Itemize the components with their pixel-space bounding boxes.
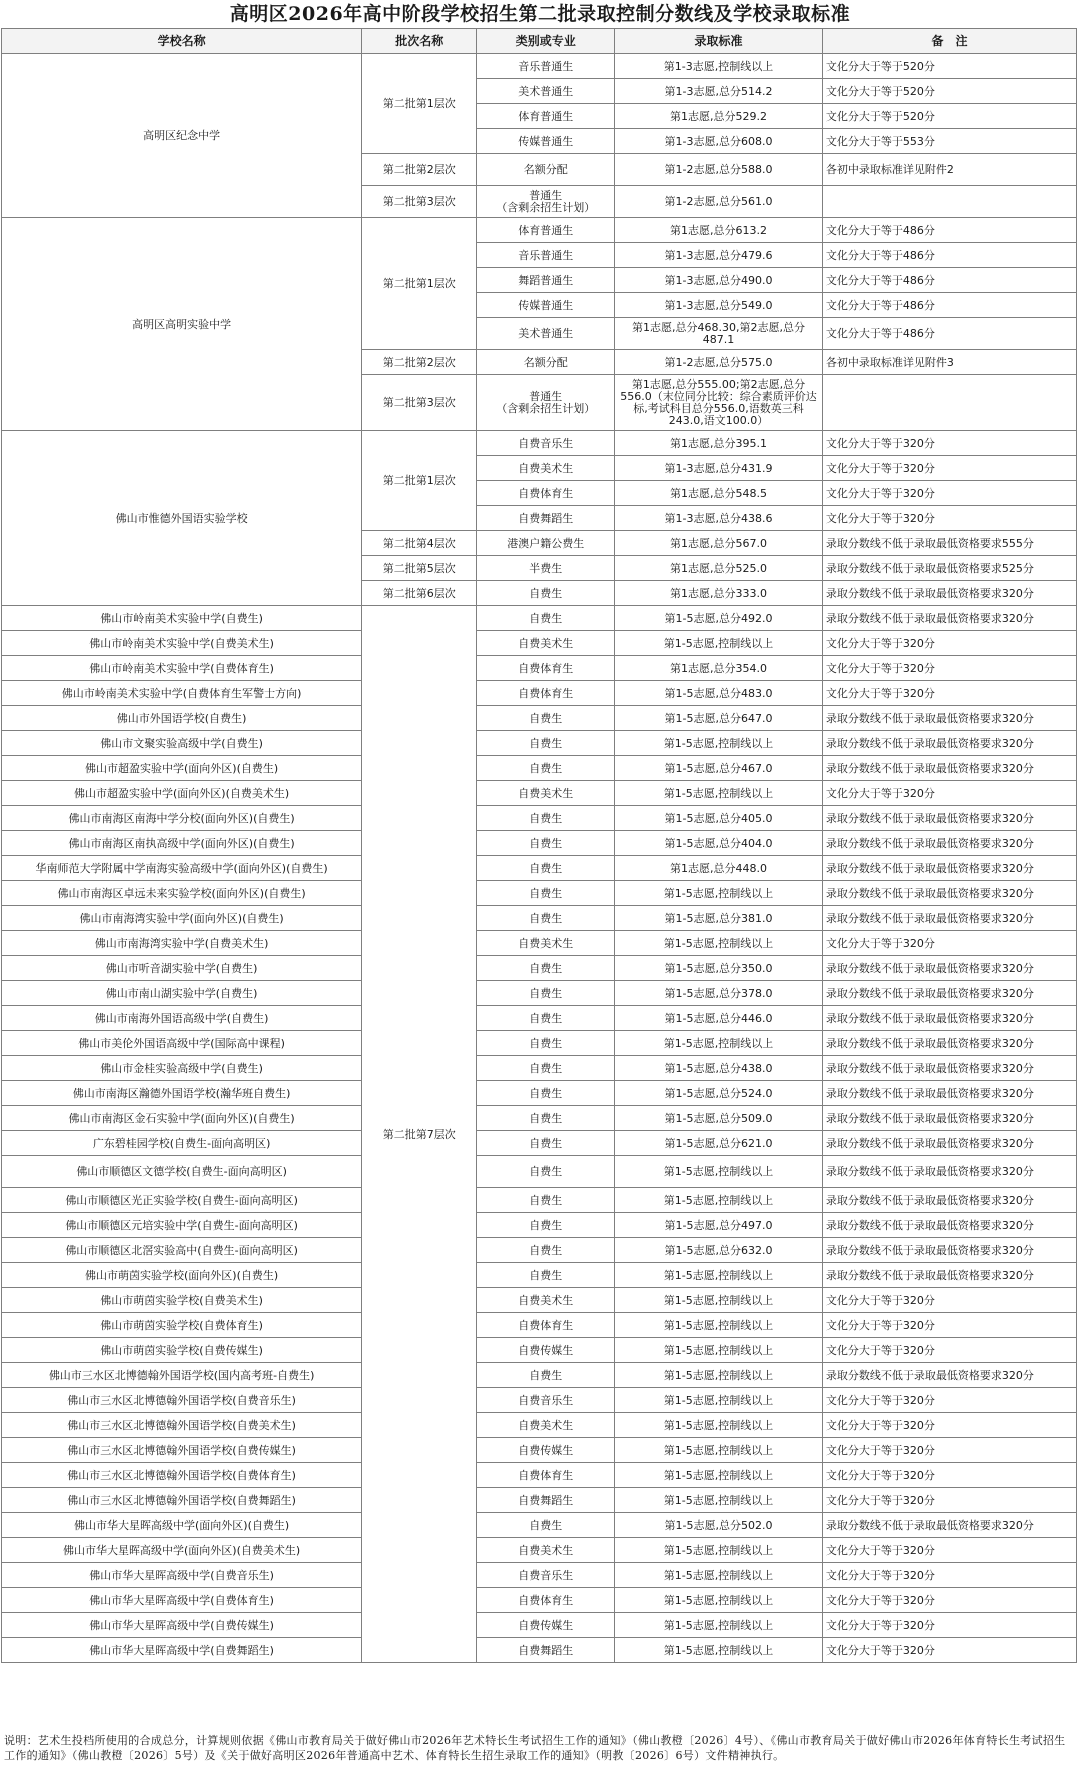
school-name-cell: 佛山市南海区金石实验中学(面向外区)(自费生) [2, 1106, 362, 1131]
remarks-cell [822, 186, 1076, 218]
category-cell: 自费生 [477, 1238, 615, 1263]
category-cell: 自费生 [477, 1188, 615, 1213]
school-name-cell: 佛山市美伦外国语高级中学(国际高中课程) [2, 1031, 362, 1056]
batch-name-cell: 第二批第1层次 [362, 431, 477, 531]
remarks-cell: 文化分大于等于320分 [822, 1413, 1076, 1438]
remarks-cell: 文化分大于等于320分 [822, 1288, 1076, 1313]
remarks-cell: 文化分大于等于320分 [822, 931, 1076, 956]
school-name-cell: 佛山市萌茵实验学校(自费传媒生) [2, 1338, 362, 1363]
remarks-cell: 文化分大于等于320分 [822, 631, 1076, 656]
admission-standard-cell: 第1-5志愿,控制线以上 [615, 1263, 823, 1288]
admission-standard-cell: 第1-5志愿,总分647.0 [615, 706, 823, 731]
admission-standard-cell: 第1-5志愿,控制线以上 [615, 1156, 823, 1188]
school-name-cell: 佛山市华大星晖高级中学(面向外区)(自费美术生) [2, 1538, 362, 1563]
batch-name-cell: 第二批第2层次 [362, 154, 477, 186]
school-name-cell: 佛山市顺德区光正实验学校(自费生-面向高明区) [2, 1188, 362, 1213]
table-row [2, 1488, 1077, 1513]
table-row [2, 881, 1077, 906]
category-cell: 自费生 [477, 981, 615, 1006]
admission-standard-cell: 第1-5志愿,控制线以上 [615, 1563, 823, 1588]
school-name-cell: 佛山市惟德外国语实验学校 [2, 431, 362, 606]
category-cell: 自费生 [477, 606, 615, 631]
remarks-cell: 录取分数线不低于录取最低资格要求320分 [822, 1106, 1076, 1131]
header-category: 类别或专业 [477, 29, 615, 54]
table-row [2, 681, 1077, 706]
admission-standard-cell: 第1志愿,总分529.2 [615, 104, 823, 129]
admission-standard-cell: 第1-5志愿,总分492.0 [615, 606, 823, 631]
admission-standard-cell: 第1-5志愿,控制线以上 [615, 1438, 823, 1463]
table-row [2, 906, 1077, 931]
school-name-cell: 佛山市岭南美术实验中学(自费体育生) [2, 656, 362, 681]
admission-standard-cell: 第1-5志愿,总分438.0 [615, 1056, 823, 1081]
admission-standard-cell: 第1-5志愿,控制线以上 [615, 631, 823, 656]
admission-standard-cell: 第1-2志愿,总分561.0 [615, 186, 823, 218]
remarks-cell: 文化分大于等于320分 [822, 1438, 1076, 1463]
school-name-cell: 佛山市顺德区元培实验中学(自费生-面向高明区) [2, 1213, 362, 1238]
table-row [2, 1563, 1077, 1588]
table-row [2, 1188, 1077, 1213]
school-name-cell: 佛山市南海区卓远未来实验学校(面向外区)(自费生) [2, 881, 362, 906]
admission-standard-cell: 第1-5志愿,总分467.0 [615, 756, 823, 781]
table-row [2, 1613, 1077, 1638]
table-row [2, 1156, 1077, 1188]
school-name-cell: 佛山市华大星晖高级中学(自费舞蹈生) [2, 1638, 362, 1663]
remarks-cell: 录取分数线不低于录取最低资格要求320分 [822, 1263, 1076, 1288]
remarks-cell: 录取分数线不低于录取最低资格要求320分 [822, 856, 1076, 881]
category-cell: 自费美术生 [477, 631, 615, 656]
school-name-cell: 佛山市岭南美术实验中学(自费体育生军警士方向) [2, 681, 362, 706]
remarks-cell: 文化分大于等于486分 [822, 293, 1076, 318]
header-school-name: 学校名称 [2, 29, 362, 54]
category-cell: 名额分配 [477, 350, 615, 375]
category-cell: 自费体育生 [477, 1588, 615, 1613]
school-name-cell: 佛山市三水区北博德翰外国语学校(自费舞蹈生) [2, 1488, 362, 1513]
category-cell: 自费生 [477, 756, 615, 781]
admission-standard-cell: 第1-3志愿,总分438.6 [615, 506, 823, 531]
remarks-cell: 文化分大于等于320分 [822, 1338, 1076, 1363]
admission-standard-cell: 第1-5志愿,总分497.0 [615, 1213, 823, 1238]
document-title: 高明区2026年高中阶段学校招生第二批录取控制分数线及学校录取标准 [229, 3, 851, 25]
admission-standard-cell: 第1-5志愿,控制线以上 [615, 881, 823, 906]
remarks-cell: 录取分数线不低于录取最低资格要求525分 [822, 556, 1076, 581]
category-cell: 自费体育生 [477, 656, 615, 681]
batch-name-cell: 第二批第6层次 [362, 581, 477, 606]
remarks-cell: 录取分数线不低于录取最低资格要求320分 [822, 1056, 1076, 1081]
remarks-cell: 文化分大于等于520分 [822, 54, 1076, 79]
school-name-cell: 佛山市南海外国语高级中学(自费生) [2, 1006, 362, 1031]
category-cell: 自费美术生 [477, 1538, 615, 1563]
admission-standard-cell: 第1-5志愿,控制线以上 [615, 1638, 823, 1663]
admission-standard-cell: 第1-3志愿,总分490.0 [615, 268, 823, 293]
category-cell: 自费生 [477, 1131, 615, 1156]
admission-standard-cell: 第1-3志愿,总分549.0 [615, 293, 823, 318]
admission-standard-cell: 第1志愿,总分333.0 [615, 581, 823, 606]
table-header-row [2, 29, 1077, 54]
remarks-cell: 录取分数线不低于录取最低资格要求320分 [822, 581, 1076, 606]
school-name-cell: 广东碧桂园学校(自费生-面向高明区) [2, 1131, 362, 1156]
category-cell: 音乐普通生 [477, 243, 615, 268]
admission-standard-cell: 第1-5志愿,总分632.0 [615, 1238, 823, 1263]
category-cell: 自费生 [477, 706, 615, 731]
category-cell: 自费美术生 [477, 1288, 615, 1313]
batch-name-cell: 第二批第5层次 [362, 556, 477, 581]
admission-standard-cell: 第1-3志愿,总分608.0 [615, 129, 823, 154]
category-cell: 自费生 [477, 1031, 615, 1056]
remarks-cell: 文化分大于等于320分 [822, 431, 1076, 456]
admission-standard-cell: 第1-5志愿,控制线以上 [615, 1488, 823, 1513]
category-cell: 名额分配 [477, 154, 615, 186]
remarks-cell: 文化分大于等于520分 [822, 104, 1076, 129]
remarks-cell: 录取分数线不低于录取最低资格要求320分 [822, 706, 1076, 731]
table-row [2, 54, 1077, 79]
category-cell: 自费美术生 [477, 931, 615, 956]
category-cell: 自费美术生 [477, 1413, 615, 1438]
remarks-cell: 录取分数线不低于录取最低资格要求320分 [822, 1363, 1076, 1388]
school-name-cell: 佛山市三水区北博德翰外国语学校(自费体育生) [2, 1463, 362, 1488]
table-row [2, 631, 1077, 656]
school-name-cell: 华南师范大学附属中学南海实验高级中学(面向外区)(自费生) [2, 856, 362, 881]
admission-standard-cell: 第1-5志愿,总分404.0 [615, 831, 823, 856]
category-cell: 自费体育生 [477, 681, 615, 706]
remarks-cell: 文化分大于等于320分 [822, 506, 1076, 531]
remarks-cell: 录取分数线不低于录取最低资格要求320分 [822, 881, 1076, 906]
admission-standard-cell: 第1-5志愿,总分524.0 [615, 1081, 823, 1106]
table-row [2, 656, 1077, 681]
admission-standard-cell: 第1-5志愿,控制线以上 [615, 1613, 823, 1638]
remarks-cell: 录取分数线不低于录取最低资格要求320分 [822, 956, 1076, 981]
admission-standard-cell: 第1-5志愿,总分621.0 [615, 1131, 823, 1156]
admission-standard-cell: 第1-5志愿,总分483.0 [615, 681, 823, 706]
category-cell: 自费传媒生 [477, 1338, 615, 1363]
school-name-cell: 佛山市华大星晖高级中学(自费传媒生) [2, 1613, 362, 1638]
remarks-cell: 录取分数线不低于录取最低资格要求320分 [822, 981, 1076, 1006]
admission-standard-cell: 第1-5志愿,控制线以上 [615, 1388, 823, 1413]
header-batch-name: 批次名称 [362, 29, 477, 54]
category-cell: 自费舞蹈生 [477, 506, 615, 531]
batch-name-cell: 第二批第3层次 [362, 186, 477, 218]
admission-standard-cell: 第1志愿,总分354.0 [615, 656, 823, 681]
table-row [2, 1588, 1077, 1613]
admission-standard-cell: 第1-5志愿,总分502.0 [615, 1513, 823, 1538]
table-row [2, 218, 1077, 243]
batch-name-cell: 第二批第3层次 [362, 375, 477, 431]
remarks-cell: 文化分大于等于320分 [822, 1538, 1076, 1563]
category-cell: 自费生 [477, 881, 615, 906]
remarks-cell: 录取分数线不低于录取最低资格要求320分 [822, 831, 1076, 856]
category-cell: 自费生 [477, 731, 615, 756]
admission-standard-cell: 第1志愿,总分555.00;第2志愿,总分556.0（末位同分比较：综合素质评价达标,考试科目总分556.0,语数英三科243.0,语文100.0） [615, 375, 823, 431]
admission-standard-cell: 第1-5志愿,控制线以上 [615, 1588, 823, 1613]
category-cell: 自费生 [477, 1081, 615, 1106]
remarks-cell: 文化分大于等于320分 [822, 456, 1076, 481]
school-name-cell: 佛山市萌茵实验学校(自费体育生) [2, 1313, 362, 1338]
table-row [2, 1288, 1077, 1313]
remarks-cell: 录取分数线不低于录取最低资格要求320分 [822, 731, 1076, 756]
table-row [2, 1238, 1077, 1263]
school-name-cell: 佛山市外国语学校(自费生) [2, 706, 362, 731]
admission-standard-cell: 第1-2志愿,总分575.0 [615, 350, 823, 375]
category-cell: 自费舞蹈生 [477, 1638, 615, 1663]
remarks-cell: 录取分数线不低于录取最低资格要求320分 [822, 1513, 1076, 1538]
school-name-cell: 佛山市萌茵实验学校(自费美术生) [2, 1288, 362, 1313]
category-cell: 自费生 [477, 1513, 615, 1538]
category-cell: 自费生 [477, 581, 615, 606]
table-row [2, 1106, 1077, 1131]
remarks-cell: 文化分大于等于486分 [822, 268, 1076, 293]
table-row [2, 431, 1077, 456]
batch-name-cell: 第二批第1层次 [362, 218, 477, 350]
remarks-cell: 文化分大于等于320分 [822, 1388, 1076, 1413]
category-cell: 普通生 （含剩余招生计划） [477, 186, 615, 218]
admission-standard-cell: 第1-3志愿,总分431.9 [615, 456, 823, 481]
table-row [2, 1338, 1077, 1363]
table-row [2, 1463, 1077, 1488]
category-cell: 自费舞蹈生 [477, 1488, 615, 1513]
remarks-cell: 录取分数线不低于录取最低资格要求320分 [822, 806, 1076, 831]
school-name-cell: 佛山市三水区北博德翰外国语学校(自费传媒生) [2, 1438, 362, 1463]
table-row [2, 1513, 1077, 1538]
category-cell: 传媒普通生 [477, 293, 615, 318]
admission-standard-cell: 第1志愿,总分525.0 [615, 556, 823, 581]
table-row [2, 756, 1077, 781]
admission-standard-cell: 第1志愿,总分468.30,第2志愿,总分487.1 [615, 318, 823, 350]
category-cell: 自费生 [477, 856, 615, 881]
admission-standard-cell: 第1-5志愿,总分381.0 [615, 906, 823, 931]
category-cell: 舞蹈普通生 [477, 268, 615, 293]
admission-standard-cell: 第1-5志愿,总分509.0 [615, 1106, 823, 1131]
remarks-cell: 各初中录取标准详见附件3 [822, 350, 1076, 375]
admission-standard-cell: 第1志愿,总分548.5 [615, 481, 823, 506]
admission-standard-cell: 第1-5志愿,控制线以上 [615, 781, 823, 806]
batch-name-cell: 第二批第7层次 [362, 606, 477, 1663]
table-row [2, 1538, 1077, 1563]
remarks-cell: 录取分数线不低于录取最低资格要求320分 [822, 1156, 1076, 1188]
footer-note: 说明：艺术生投档所使用的合成总分，计算规则依据《佛山市教育局关于做好佛山市2026年艺术特长生考试招生工作的通知》（佛山教橙〔2026〕4号）、《佛山市教育局关于做好佛山市2026年体育特长生考试招生工作的通知》（佛山教橙〔2026〕5号）及《关于做好高明区2026年普通高中艺术、体育特长生招生录取工作的通知》（明教〔2026〕6号）文件精神执行。 [4, 1734, 1066, 1762]
category-cell: 自费生 [477, 1363, 615, 1388]
table-row [2, 856, 1077, 881]
category-cell: 自费生 [477, 1156, 615, 1188]
school-name-cell: 佛山市南海区南海中学分校(面向外区)(自费生) [2, 806, 362, 831]
table-row [2, 1006, 1077, 1031]
table-row [2, 981, 1077, 1006]
header-remarks: 备 注 [822, 29, 1076, 54]
admission-standard-cell: 第1-3志愿,总分479.6 [615, 243, 823, 268]
remarks-cell: 录取分数线不低于录取最低资格要求320分 [822, 1188, 1076, 1213]
table-row [2, 1313, 1077, 1338]
category-cell: 传媒普通生 [477, 129, 615, 154]
admission-standard-cell: 第1志愿,总分448.0 [615, 856, 823, 881]
remarks-cell: 文化分大于等于320分 [822, 1463, 1076, 1488]
remarks-cell: 文化分大于等于320分 [822, 1488, 1076, 1513]
table-row [2, 1638, 1077, 1663]
table-row [2, 1438, 1077, 1463]
school-name-cell: 佛山市华大星晖高级中学(自费音乐生) [2, 1563, 362, 1588]
table-row [2, 1081, 1077, 1106]
admission-standard-cell: 第1-3志愿,控制线以上 [615, 54, 823, 79]
admission-standard-cell: 第1-5志愿,控制线以上 [615, 1413, 823, 1438]
category-cell: 半费生 [477, 556, 615, 581]
admission-standard-cell: 第1-5志愿,控制线以上 [615, 1188, 823, 1213]
school-name-cell: 佛山市南海湾实验中学(面向外区)(自费生) [2, 906, 362, 931]
school-name-cell: 佛山市顺德区文德学校(自费生-面向高明区) [2, 1156, 362, 1188]
category-cell: 普通生 （含剩余招生计划） [477, 375, 615, 431]
school-name-cell: 佛山市听音湖实验中学(自费生) [2, 956, 362, 981]
admission-standard-cell: 第1-5志愿,控制线以上 [615, 1031, 823, 1056]
school-name-cell: 佛山市南海湾实验中学(自费美术生) [2, 931, 362, 956]
header-admission-standard: 录取标准 [615, 29, 823, 54]
table-row [2, 606, 1077, 631]
school-name-cell: 佛山市文聚实验高级中学(自费生) [2, 731, 362, 756]
category-cell: 自费体育生 [477, 1313, 615, 1338]
school-name-cell: 佛山市三水区北博德翰外国语学校(自费美术生) [2, 1413, 362, 1438]
school-name-cell: 佛山市超盈实验中学(面向外区)(自费美术生) [2, 781, 362, 806]
school-name-cell: 佛山市三水区北博德翰外国语学校(自费音乐生) [2, 1388, 362, 1413]
category-cell: 美术普通生 [477, 318, 615, 350]
category-cell: 港澳户籍公费生 [477, 531, 615, 556]
remarks-cell: 文化分大于等于320分 [822, 1638, 1076, 1663]
school-name-cell: 佛山市三水区北博德翰外国语学校(国内高考班-自费生) [2, 1363, 362, 1388]
category-cell: 自费生 [477, 1006, 615, 1031]
admission-standard-cell: 第1-5志愿,控制线以上 [615, 731, 823, 756]
school-name-cell: 高明区纪念中学 [2, 54, 362, 218]
school-name-cell: 佛山市南海区瀚德外国语学校(瀚华班自费生) [2, 1081, 362, 1106]
category-cell: 体育普通生 [477, 218, 615, 243]
admission-standard-cell: 第1志愿,总分395.1 [615, 431, 823, 456]
category-cell: 自费生 [477, 906, 615, 931]
category-cell: 自费传媒生 [477, 1613, 615, 1638]
admission-standard-cell: 第1志愿,总分567.0 [615, 531, 823, 556]
admission-standard-cell: 第1-5志愿,控制线以上 [615, 1363, 823, 1388]
batch-name-cell: 第二批第1层次 [362, 54, 477, 154]
table-row [2, 931, 1077, 956]
school-name-cell: 佛山市岭南美术实验中学(自费美术生) [2, 631, 362, 656]
category-cell: 自费美术生 [477, 781, 615, 806]
remarks-cell: 录取分数线不低于录取最低资格要求320分 [822, 1031, 1076, 1056]
school-name-cell: 高明区高明实验中学 [2, 218, 362, 431]
remarks-cell: 录取分数线不低于录取最低资格要求320分 [822, 606, 1076, 631]
remarks-cell: 录取分数线不低于录取最低资格要求320分 [822, 1081, 1076, 1106]
school-name-cell: 佛山市南山湖实验中学(自费生) [2, 981, 362, 1006]
admission-standard-cell: 第1-5志愿,控制线以上 [615, 1463, 823, 1488]
batch-name-cell: 第二批第4层次 [362, 531, 477, 556]
category-cell: 自费音乐生 [477, 1563, 615, 1588]
remarks-cell: 文化分大于等于486分 [822, 318, 1076, 350]
remarks-cell: 文化分大于等于520分 [822, 79, 1076, 104]
table-row [2, 806, 1077, 831]
school-name-cell: 佛山市华大星晖高级中学(面向外区)(自费生) [2, 1513, 362, 1538]
admission-standard-cell: 第1-5志愿,控制线以上 [615, 1338, 823, 1363]
category-cell: 自费生 [477, 806, 615, 831]
remarks-cell: 文化分大于等于553分 [822, 129, 1076, 154]
category-cell: 体育普通生 [477, 104, 615, 129]
remarks-cell: 文化分大于等于486分 [822, 243, 1076, 268]
school-name-cell: 佛山市华大星晖高级中学(自费体育生) [2, 1588, 362, 1613]
table-row [2, 831, 1077, 856]
admission-table [1, 28, 1077, 1663]
table-row [2, 956, 1077, 981]
school-name-cell: 佛山市顺德区北滘实验高中(自费生-面向高明区) [2, 1238, 362, 1263]
admission-standard-cell: 第1-5志愿,控制线以上 [615, 1313, 823, 1338]
table-row [2, 731, 1077, 756]
school-name-cell: 佛山市南海区南执高级中学(面向外区)(自费生) [2, 831, 362, 856]
remarks-cell: 文化分大于等于320分 [822, 1613, 1076, 1638]
remarks-cell: 录取分数线不低于录取最低资格要求320分 [822, 756, 1076, 781]
remarks-cell: 文化分大于等于320分 [822, 1588, 1076, 1613]
category-cell: 自费音乐生 [477, 431, 615, 456]
table-row [2, 781, 1077, 806]
category-cell: 自费体育生 [477, 1463, 615, 1488]
admission-standard-cell: 第1-5志愿,总分405.0 [615, 806, 823, 831]
category-cell: 自费传媒生 [477, 1438, 615, 1463]
category-cell: 自费体育生 [477, 481, 615, 506]
table-row [2, 706, 1077, 731]
table-row [2, 1056, 1077, 1081]
category-cell: 自费生 [477, 956, 615, 981]
category-cell: 自费生 [477, 831, 615, 856]
admission-standard-cell: 第1-5志愿,控制线以上 [615, 1288, 823, 1313]
remarks-cell [822, 375, 1076, 431]
remarks-cell: 录取分数线不低于录取最低资格要求320分 [822, 1213, 1076, 1238]
remarks-cell: 文化分大于等于486分 [822, 218, 1076, 243]
admission-standard-cell: 第1-5志愿,控制线以上 [615, 931, 823, 956]
remarks-cell: 录取分数线不低于录取最低资格要求320分 [822, 906, 1076, 931]
category-cell: 自费生 [477, 1056, 615, 1081]
category-cell: 自费生 [477, 1263, 615, 1288]
school-name-cell: 佛山市萌茵实验学校(面向外区)(自费生) [2, 1263, 362, 1288]
school-name-cell: 佛山市金桂实验高级中学(自费生) [2, 1056, 362, 1081]
table-row [2, 1388, 1077, 1413]
category-cell: 自费生 [477, 1106, 615, 1131]
category-cell: 自费美术生 [477, 456, 615, 481]
admission-standard-cell: 第1-5志愿,控制线以上 [615, 1538, 823, 1563]
table-row [2, 1363, 1077, 1388]
table-row [2, 1213, 1077, 1238]
remarks-cell: 录取分数线不低于录取最低资格要求320分 [822, 1131, 1076, 1156]
table-row [2, 1413, 1077, 1438]
remarks-cell: 各初中录取标准详见附件2 [822, 154, 1076, 186]
admission-standard-cell: 第1-2志愿,总分588.0 [615, 154, 823, 186]
remarks-cell: 文化分大于等于320分 [822, 681, 1076, 706]
school-name-cell: 佛山市岭南美术实验中学(自费生) [2, 606, 362, 631]
remarks-cell: 文化分大于等于320分 [822, 656, 1076, 681]
admission-standard-cell: 第1-5志愿,总分378.0 [615, 981, 823, 1006]
batch-name-cell: 第二批第2层次 [362, 350, 477, 375]
school-name-cell: 佛山市超盈实验中学(面向外区)(自费生) [2, 756, 362, 781]
admission-standard-cell: 第1-5志愿,总分446.0 [615, 1006, 823, 1031]
table-row [2, 1031, 1077, 1056]
table-body [2, 54, 1077, 1663]
admission-standard-cell: 第1-3志愿,总分514.2 [615, 79, 823, 104]
category-cell: 美术普通生 [477, 79, 615, 104]
table-row [2, 1263, 1077, 1288]
admission-standard-cell: 第1志愿,总分613.2 [615, 218, 823, 243]
remarks-cell: 录取分数线不低于录取最低资格要求320分 [822, 1006, 1076, 1031]
table-row [2, 1131, 1077, 1156]
remarks-cell: 文化分大于等于320分 [822, 481, 1076, 506]
category-cell: 音乐普通生 [477, 54, 615, 79]
category-cell: 自费音乐生 [477, 1388, 615, 1413]
remarks-cell: 文化分大于等于320分 [822, 781, 1076, 806]
remarks-cell: 录取分数线不低于录取最低资格要求555分 [822, 531, 1076, 556]
remarks-cell: 文化分大于等于320分 [822, 1563, 1076, 1588]
remarks-cell: 录取分数线不低于录取最低资格要求320分 [822, 1238, 1076, 1263]
category-cell: 自费生 [477, 1213, 615, 1238]
remarks-cell: 文化分大于等于320分 [822, 1313, 1076, 1338]
admission-standard-cell: 第1-5志愿,总分350.0 [615, 956, 823, 981]
